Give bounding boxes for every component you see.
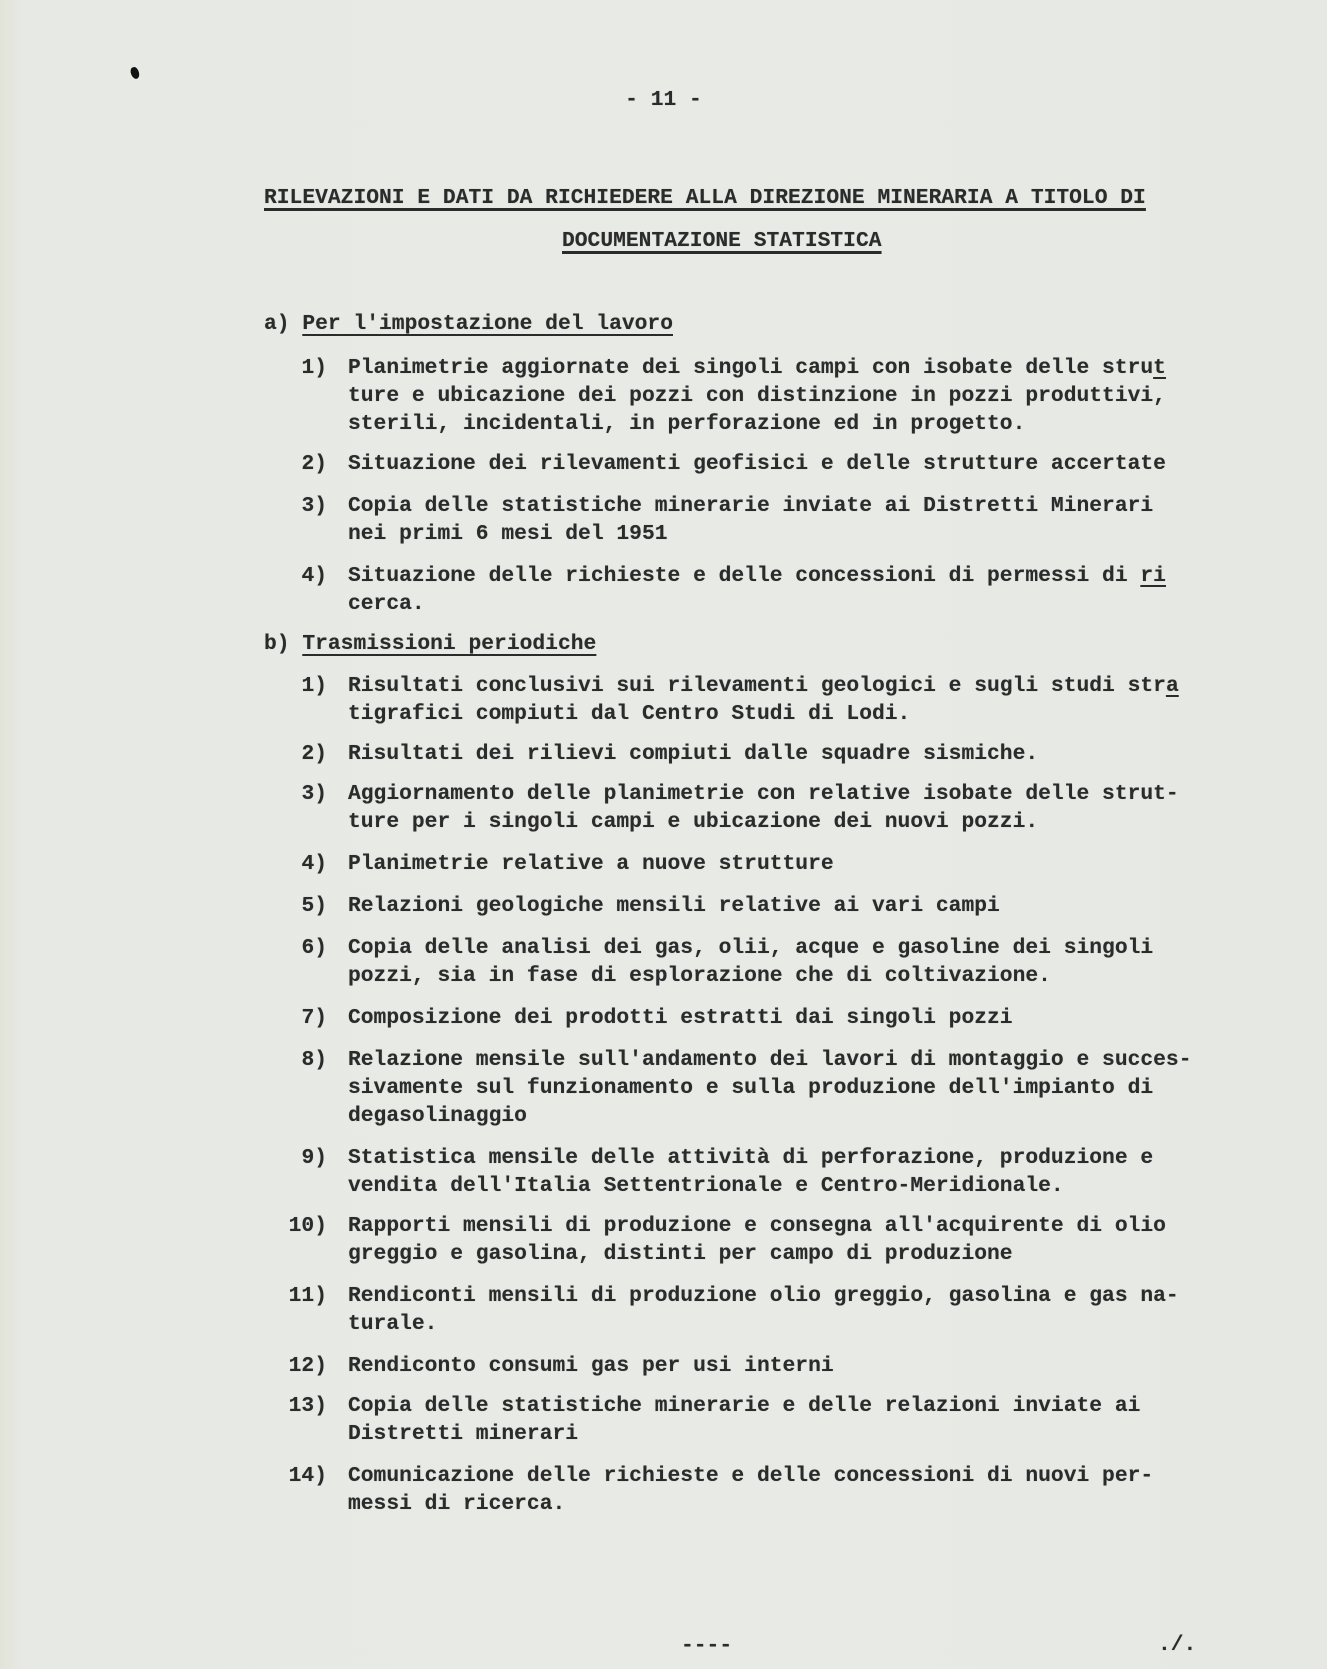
item-text	[348, 672, 1179, 728]
item-text	[348, 1392, 1140, 1448]
item-text-line: nei primi 6 mesi del 1951	[348, 522, 668, 546]
document-title-line-1: RILEVAZIONI E DATI DA RICHIEDERE ALLA DIREZIONE MINERARIA A TITOLO DI	[264, 186, 1146, 210]
underlined-syllable: a	[1165, 674, 1179, 698]
item-text	[348, 1212, 1166, 1268]
item-number: 1)	[301, 356, 327, 380]
item-text	[348, 780, 1179, 836]
item-text-line: Copia delle statistiche minerarie e delle relazioni inviate ai	[348, 1394, 1141, 1418]
item-text	[348, 850, 834, 878]
item-number: 4)	[301, 852, 327, 876]
item-text-line: Statistica mensile delle attività di perforazione, produzione e	[348, 1146, 1154, 1170]
item-number: 9)	[301, 1146, 327, 1170]
item-number: 8)	[301, 1048, 327, 1072]
item-text-line: sterili, incidentali, in perforazione ed in progetto.	[348, 412, 1026, 436]
item-text-line: ture e ubicazione dei pozzi con distinzione in pozzi produttivi,	[348, 384, 1166, 408]
item-text-line: Relazioni geologiche mensili relative ai vari campi	[348, 894, 1000, 918]
item-number: 7)	[301, 1006, 327, 1030]
item-number: 11)	[288, 1284, 327, 1308]
item-text-line: Composizione dei prodotti estratti dai singoli pozzi	[348, 1006, 1013, 1030]
item-number: 10)	[288, 1214, 327, 1238]
section-title: Trasmissioni periodiche	[302, 632, 597, 656]
item-text	[348, 1462, 1153, 1518]
item-text-line: Distretti minerari	[348, 1422, 579, 1446]
item-text-line: Rapporti mensili di produzione e consegna all'acquirente di olio	[348, 1214, 1166, 1238]
item-text-line: Comunicazione delle richieste e delle concessioni di nuovi per-	[348, 1464, 1154, 1488]
item-text-line: Copia delle statistiche minerarie inviate ai Distretti Minerari	[348, 494, 1154, 518]
item-text-line: Relazione mensile sull'andamento dei lavori di montaggio e succes-	[348, 1048, 1192, 1072]
item-text	[348, 450, 1166, 478]
section-label: a)	[264, 312, 290, 336]
section-heading-a	[264, 310, 673, 338]
item-text	[348, 934, 1153, 990]
item-text-line: vendita dell'Italia Settentrionale e Centro-Meridionale.	[348, 1174, 1064, 1198]
underlined-syllable: t	[1153, 356, 1166, 380]
item-number: 13)	[288, 1394, 327, 1418]
item-text	[348, 562, 1166, 618]
item-text-line: Planimetrie aggiornate dei singoli campi con isobate delle strut	[348, 356, 1166, 380]
item-text-line: pozzi, sia in fase di esplorazione che di coltivazione.	[348, 964, 1051, 988]
section-title: Per l'impostazione del lavoro	[302, 312, 673, 336]
item-text	[348, 1046, 1192, 1130]
item-number: 2)	[301, 452, 327, 476]
item-text	[348, 1004, 1013, 1032]
item-text-line: Rendiconti mensili di produzione olio greggio, gasolina e gas na-	[348, 1284, 1179, 1308]
item-text-line: Rendiconto consumi gas per usi interni	[348, 1354, 834, 1378]
item-text-line: Situazione delle richieste e delle concessioni di permessi di ri	[348, 564, 1166, 588]
item-text	[348, 354, 1166, 438]
item-text	[348, 740, 1038, 768]
ink-speck	[129, 66, 141, 80]
item-text-line: turale.	[348, 1312, 438, 1336]
item-number: 5)	[301, 894, 327, 918]
item-text-line: Risultati conclusivi sui rilevamenti geologici e sugli studi stra	[348, 674, 1179, 698]
item-text-line: Aggiornamento delle planimetrie con relative isobate delle strut-	[348, 782, 1179, 806]
item-text-line: Planimetrie relative a nuove strutture	[348, 852, 834, 876]
item-number: 1)	[301, 674, 327, 698]
item-text-line: degasolinaggio	[348, 1104, 527, 1128]
item-text-line: greggio e gasolina, distinti per campo di produzione	[348, 1242, 1013, 1266]
item-text-line: sivamente sul funzionamento e sulla produzione dell'impianto di	[348, 1076, 1154, 1100]
item-number: 3)	[301, 782, 327, 806]
item-text	[348, 1282, 1179, 1338]
item-text-line: messi di ricerca.	[348, 1492, 566, 1516]
section-label: b)	[264, 632, 290, 656]
item-text	[348, 492, 1153, 548]
item-text-line: Copia delle analisi dei gas, olii, acque e gasoline dei singoli	[348, 936, 1154, 960]
end-dashes: ----	[681, 1634, 733, 1658]
item-text-line: Risultati dei rilievi compiuti dalle squadre sismiche.	[348, 742, 1039, 766]
item-text-line: Situazione dei rilevamenti geofisici e delle strutture accertate	[348, 452, 1166, 476]
item-text-line: cerca.	[348, 592, 425, 616]
page-number: - 11 -	[625, 88, 702, 112]
continued-mark: ./.	[1158, 1633, 1197, 1657]
item-number: 12)	[288, 1354, 327, 1378]
item-number: 14)	[288, 1464, 327, 1488]
item-number: 6)	[301, 936, 327, 960]
item-text-line: ture per i singoli campi e ubicazione dei nuovi pozzi.	[348, 810, 1039, 834]
item-text	[348, 1144, 1153, 1200]
item-text	[348, 892, 1000, 920]
item-number: 4)	[301, 564, 327, 588]
item-text	[348, 1352, 834, 1380]
item-number: 2)	[301, 742, 327, 766]
section-heading-b	[264, 630, 596, 658]
document-title-line-2: DOCUMENTAZIONE STATISTICA	[562, 229, 882, 253]
item-text-line: tigrafici compiuti dal Centro Studi di Lodi.	[348, 702, 911, 726]
underlined-syllable: ri	[1140, 564, 1166, 588]
item-number: 3)	[301, 494, 327, 518]
